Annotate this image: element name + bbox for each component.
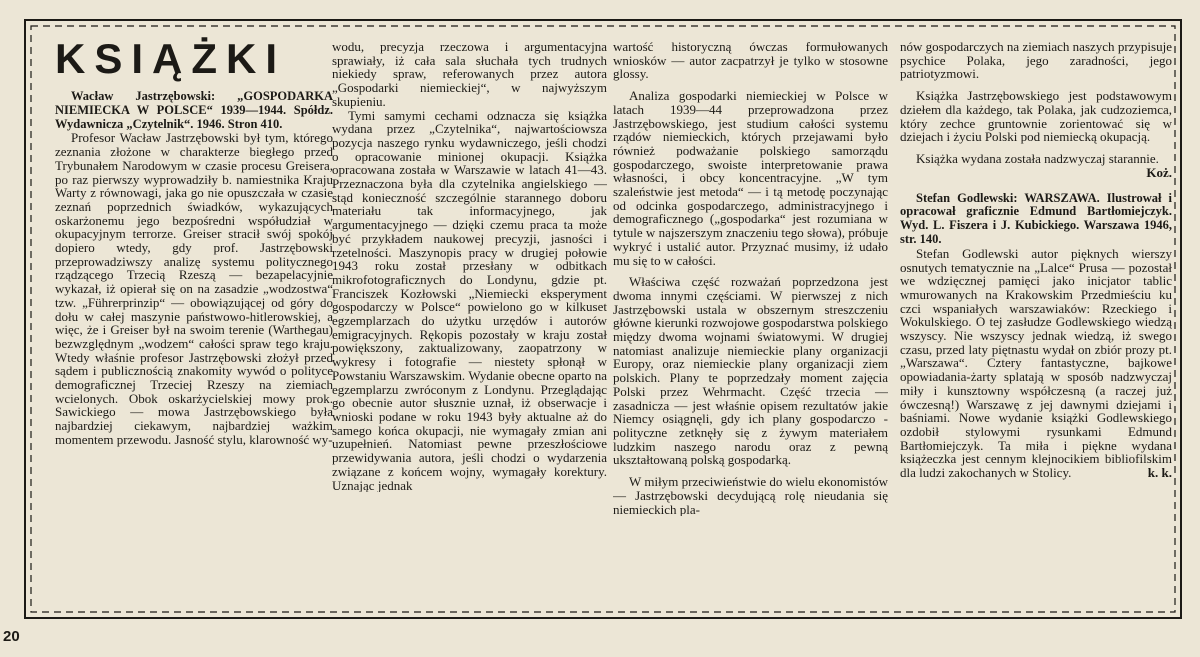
column-1 bbox=[55, 36, 333, 447]
decorative-border-frame bbox=[23, 18, 1183, 620]
review1-paragraph-2: wodu, precyzja rzeczowa i argumentacyjna sprawiały, iż cała sala słuchała tych trudnych niekiedy spraw, referowanych przez autora „Gospodarki niemieckiej“, w najwyższym skupieniu. bbox=[332, 40, 607, 109]
column-2 bbox=[332, 40, 607, 492]
review1-paragraph-3: Tymi samymi cechami odznacza się książka wydana przez „Czytelnika“, najwartościowsza pozycja naszego rynku wydawniczego, jeśli chodzi o opracowanie minionej okupacji. Książka opracowana została w Warszawie w latach 41—43. Przeznaczona była dla czytelnika angielskiego — stąd konieczność szczególnie starannego doboru materiału tak informacyjnego, jak argumentacyjnego — dzięki czemu praca ta może być przykładem naukowej precyzji, jasności i rzetelności. Maszynopis pracy w drugiej połowie 1943 roku został przesłany w odbitkach mikrofotograficznych do Londynu, gdzie pt. Franciszek Kozłowski „Niemiecki eksperyment gospodarczy w Polsce“ powielono go w kilkuset egzemplarzach do użytku urzędów i autorów emigracyjnych. Rękopis pozostały w kraju został powiększony, zaktualizowany, zaopatrzony w wykresy i fotografie — niestety spłonął w Powstaniu Warszawskim. Wydanie obecne oparto na egzemplarzu zwróconym z Londynu. Przeglądając go obecnie autor słusznie uznał, iż obserwacje i wnioski podane w roku 1943 były aktualne aż do samego końca okupacji, nie wymagały zmian ani uzupełnień. Natomiast pewne przeszłościowe przewidywania autora, jeśli chodzi o wydarzenia związane z końcem wojny, wymagały korektury. Uznając jednak bbox=[332, 107, 607, 493]
review1-paragraph-1: Profesor Wacław Jastrzębowski był tym, którego zeznania złożone w charakterze biegłego przed Trybunałem Narodowym w czasie procesu Greisera, po raz pierwszy wyprowadziły b. namiestnika Kraju Warty z równowagi, jaka go nie opuszczała w czasie zeznań poprzednich świadków, wykazujących oskarżonemu jego bezpośredni współudział w okupacyjnym terrorze. Greiser stracił swój spokój dopiero wtedy, gdy prof. Jastrzębowski przeprowadziwszy analizę systemu politycznego rządzącego Trzecią Rzeszą — bezapelacyjnie wykazał, iż opierał się on na zasadzie „wodzostwa“ tzw. „Führerprinzip“ — obowiązującej od góry do dołu w całej maszynie państwowo-hitlerowskiej, a więc, że i Greiser był na swoim terenie (Warthegau) bezwzględnym „wodzem“ całości spraw tego kraju. Wtedy właśnie profesor Jastrzębowski złożył przed sądem i publicznością znakomity wywód o polityce demograficznej Trzeciej Rzeszy na ziemiach wcielonych. Obok oskarżycielskiej mowy prok. Sawickiego — mowa Jastrzębowskiego była najbardziej ciekawym, najbardziej ważkim momentem przewodu. Jasność stylu, klarowność wy- bbox=[55, 130, 333, 447]
review1-paragraph-7: W miłym przeciwieństwie do wielu ekonomistów — Jastrzębowski decydującą rolę nieudania się niemieckich pla- bbox=[613, 474, 888, 517]
review1-closing-text: Książka wydana została nadzwyczaj starannie. bbox=[916, 150, 1159, 166]
review1-paragraph-8: nów gospodarczych na ziemiach naszych przypisuje psychice Polaka, jego zaradności, jego patriotyzmowi. bbox=[900, 40, 1172, 82]
review1-paragraph-4: wartość historyczną ówczas formułowanych wniosków — autor zacpatrzył je tylko w stosowne glossy. bbox=[613, 40, 888, 82]
review1-book-heading: Wacław Jastrzębowski: „GOSPODARKA NIEMIECKA W POLSCE“ 1939—1944. Spółdz. Wydawnicza „Czytelnik“. 1946. Stron 410. bbox=[55, 89, 333, 131]
page-number: 20 bbox=[3, 628, 20, 645]
review2-body-text: Stefan Godlewski autor pięknych wierszy osnutych tematycznie na „Lalce“ Prusa — pozostał we wdzięcznej pamięci jako inicjator tablic wmurowanych na Krakowskim Przedmieściu ku czci wspaniałych warszawiaków: Rzeckiego i Wokulskiego. O tej zasłudze Godlewskiego wiedzą wszyscy. Nie wszyscy jednak wiedzą, iż swego czasu, przed laty piętnastu wydał on zbiór prozy pt. „Warszawa“. Cztery fantastyczne, bajkowe opowiadania-żarty splatają w sposób nadzwyczaj miły i kunsztowny współczesną (a raczej już ówczesną!) Warszawę z jej dawnymi dziejami i baśniami. Nowe wydanie książki Godlewskiego ozdobił stylowymi rysunkami Edmund Bartłomiejczyk. Ta miła i piękne wydana książeczka jest cennym klejnocikiem bibliofilskim dla ludzi zakochanych w Stolicy. bbox=[900, 245, 1172, 480]
column-4 bbox=[900, 40, 1172, 480]
review2-signature: k. k. bbox=[1147, 465, 1172, 480]
review1-signature: Koż. bbox=[1146, 164, 1172, 180]
column-3 bbox=[613, 40, 888, 516]
review1-paragraph-6: Właściwa część rozważań poprzedzona jest dwoma innymi częściami. W pierwszej z nich Jastrzębowski ustala w obszernym streszczeniu główne kierunki rozwojowe gospodarstwa polskiego między dwoma wojnami światowymi. W drugiej natomiast analizuje niemieckie plany organizacji Europy, oraz niemieckie plany organizacji ziem polskich. Plany te poprzedzały moment zajęcia Polski przez Wehrmacht. Część trzecia — zasadnicza — jest właśnie opisem rezultatów jakie Niemcy osiągnęli, gdy ich plany gospodarczo - polityczne zetknęły się z żywym materiałem ludzkim naszego narodu oraz z pewną ukształtowaną polską gospodarką. bbox=[613, 274, 888, 468]
review2-paragraph-1 bbox=[900, 247, 1172, 480]
review1-paragraph-10 bbox=[900, 150, 1172, 180]
section-title: KSIĄŻKI bbox=[55, 36, 286, 82]
review2-book-heading: Stefan Godlewski: WARSZAWA. Ilustrował i opracował graficznie Edmund Bartłomiejczyk. Wyd. L. Fiszera i J. Kubickiego. Warszawa 1946, str. 140. bbox=[900, 190, 1172, 247]
review1-paragraph-5: Analiza gospodarki niemieckiej w Polsce w latach 1939—44 przeprowadzona przez Jastrzębowskiego, jest studium całości systemu rządów niemieckich, których przejawami było również podważanie polskiego samorządu gospodarczego, swoiste interpretowanie prawa własności, i obcy koncentracyjne. „W tym szaleństwie jest metoda“ — i tą metodę poczynając od odcinka gospodarczego, administracyjnego i demograficznego („gospodarka“ jest rozumiana w tytule w najszerszym znaczeniu tego słowa), próbuje wykryć i ustalić autor. Przyznać musimy, iż udało mu się to w całości. bbox=[613, 88, 888, 268]
review1-paragraph-9: Książka Jastrzębowskiego jest podstawowym dziełem dla każdego, tak Polaka, jak cudzoziemca, który zechce gruntownie zorientować się w dziejach i życiu Polski pod niemiecką okupacją. bbox=[900, 88, 1172, 145]
